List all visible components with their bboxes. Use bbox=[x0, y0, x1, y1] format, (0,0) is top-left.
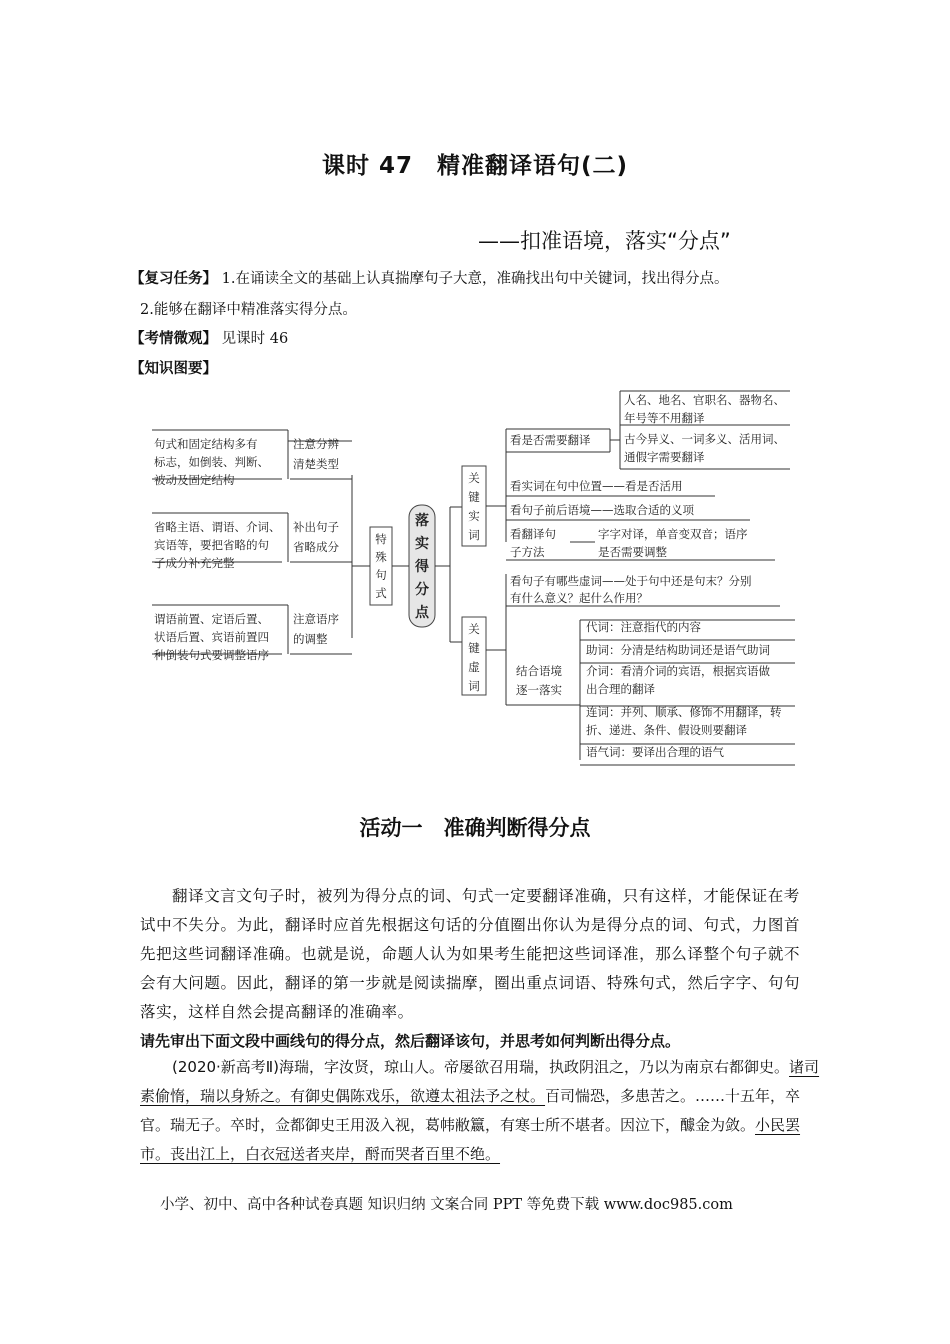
xuci-sub: 连词：并列、顺承、修饰不用翻译，转 bbox=[586, 705, 782, 719]
xuci-label: 关 bbox=[468, 622, 480, 636]
shici-method-desc: 字字对译，单音变双音；语序 bbox=[598, 527, 748, 541]
passage-text-2: 有御史偶陈戏乐， bbox=[290, 1087, 411, 1105]
center-label: 得 bbox=[415, 559, 429, 575]
review-line2: 2.能够在翻译中精准落实得分点。 bbox=[140, 302, 357, 318]
shici-label: 键 bbox=[468, 490, 480, 504]
left-head: 清楚类型 bbox=[293, 457, 339, 471]
mindmap bbox=[140, 380, 820, 780]
shici-need: 看是否需要翻译 bbox=[510, 433, 591, 447]
need-sub1: 人名、地名、官职名、器物名、 bbox=[624, 393, 785, 407]
review-line1: 1.在诵读全文的基础上认真揣摩句子大意，准确找出句中关键词，找出得分点。 bbox=[217, 271, 729, 287]
left-desc: 被动及固定结构 bbox=[154, 473, 235, 487]
special-label: 式 bbox=[375, 586, 387, 600]
need-sub2: 通假字需要翻译 bbox=[624, 450, 705, 464]
center-label: 点 bbox=[415, 605, 429, 621]
xuci-sub: 助词：分清是结构助词还是语气助词 bbox=[586, 643, 770, 657]
left-head: 补出句子 bbox=[293, 520, 339, 534]
passage bbox=[140, 1053, 820, 1169]
review-task bbox=[130, 267, 728, 288]
left-desc: 句式和固定结构多有 bbox=[154, 437, 258, 451]
shici-label: 实 bbox=[468, 509, 480, 523]
passage-text-1: (2020·新高考Ⅱ)海瑞，字汝贤，琼山人。帝屡欲召用瑞，执政阴沮之，乃以为南京右都御史。 bbox=[172, 1058, 790, 1076]
exam-text: 见课时 46 bbox=[217, 331, 289, 347]
left-head: 省略成分 bbox=[293, 540, 339, 554]
xuci-combine: 逐一落实 bbox=[516, 683, 562, 697]
left-head: 注意分辨 bbox=[293, 437, 339, 451]
exam-overview bbox=[130, 327, 288, 348]
left-desc: 状语后置、宾语前置四 bbox=[154, 630, 269, 644]
xuci-label: 词 bbox=[468, 679, 480, 693]
underlined-sentence-2: 欲遵太祖法予之杖。 bbox=[410, 1087, 546, 1105]
xuci-label: 键 bbox=[468, 641, 480, 655]
shici-label: 词 bbox=[468, 528, 480, 542]
shici-method: 看翻译句 bbox=[510, 527, 556, 541]
xuci-top: 有什么意义？起什么作用？ bbox=[510, 591, 648, 605]
need-sub2: 古今异义、一词多义、活用词、 bbox=[624, 432, 785, 446]
instruction: 请先审出下面文段中画线句的得分点，然后翻译该句，并思考如何判断出得分点。 bbox=[140, 1032, 681, 1050]
left-head: 的调整 bbox=[293, 632, 328, 646]
need-sub1: 年号等不用翻译 bbox=[624, 411, 705, 425]
left-head: 注意语序 bbox=[293, 612, 339, 626]
left-desc: 子成分补充完整 bbox=[154, 556, 235, 570]
underlined-sentence-3: 小民罢市。丧出江上，白衣冠送者夹岸，酹而哭者百里不绝。 bbox=[140, 1116, 801, 1163]
center-label: 分 bbox=[415, 582, 429, 598]
passage-text-3: 百司惴恐，多患苦之。……十五年，卒官。瑞无子。卒时，佥都御史王用汲入视，葛帏敝籝，有寒士所不堪者。因泣下，醵金为敛。 bbox=[140, 1087, 801, 1134]
center-label: 落 bbox=[415, 513, 429, 529]
footer: 小学、初中、高中各种试卷真题 知识归纳 文案合同 PPT 等免费下载 www.doc985.com bbox=[160, 1197, 733, 1213]
xuci-sub: 语气词：要译出合理的语气 bbox=[586, 745, 724, 759]
shici-pos: 看实词在句中位置——看是否活用 bbox=[510, 479, 683, 493]
section-title: 活动一 准确判断得分点 bbox=[359, 816, 591, 840]
shici-method: 子方法 bbox=[510, 545, 545, 559]
page-subtitle: ——扣准语境，落实“分点” bbox=[478, 229, 731, 253]
special-label: 句 bbox=[375, 568, 387, 582]
underlined-sentence-1: 诸司素偷惰，瑞以身矫之。 bbox=[140, 1058, 820, 1105]
left-desc: 宾语等，要把省略的句 bbox=[154, 538, 269, 552]
xuci-sub: 代词：注意指代的内容 bbox=[586, 620, 701, 634]
shici-ctx: 看句子前后语境——选取合适的义项 bbox=[510, 503, 694, 517]
xuci-top: 看句子有哪些虚词——处于句中还是句末？分别 bbox=[510, 574, 752, 588]
xuci-label: 虚 bbox=[468, 660, 480, 674]
special-label: 特 bbox=[375, 532, 387, 546]
exam-label: 【考情微观】 bbox=[130, 330, 217, 347]
xuci-sub: 介词：看清介词的宾语，根据宾语做 bbox=[586, 664, 770, 678]
shici-method-desc: 是否需要调整 bbox=[598, 545, 667, 559]
knowledge-label: 【知识图要】 bbox=[130, 360, 217, 377]
xuci-sub: 折、递进、条件、假设则要翻译 bbox=[586, 723, 747, 737]
left-desc: 种倒装句式要调整语序 bbox=[154, 648, 269, 662]
xuci-sub: 出合理的翻译 bbox=[586, 682, 655, 696]
left-desc: 标志，如倒装、判断、 bbox=[154, 455, 269, 469]
page-title: 课时 47 精准翻译语句(二) bbox=[321, 153, 629, 179]
intro-paragraph: 翻译文言文句子时，被列为得分点的词、句式一定要翻译准确，只有这样，才能保证在考试中不失分。为此，翻译时应首先根据这句话的分值圈出你认为是得分点的词、句式，力图首先把这些词翻译准确。也就是说，命题人认为如果考生能把这些词译准，那么译整个句子就不会有大问题。因此，翻译的第一步就是阅读揣摩，圈出重点词语、特殊句式，然后字字、句句落实，这样自然会提高翻译的准确率。 bbox=[140, 887, 801, 1021]
center-label: 实 bbox=[415, 536, 429, 552]
special-label: 殊 bbox=[375, 550, 387, 564]
left-desc: 省略主语、谓语、介词、 bbox=[154, 520, 281, 534]
xuci-combine: 结合语境 bbox=[516, 664, 562, 678]
review-label: 【复习任务】 bbox=[130, 270, 217, 287]
left-desc: 谓语前置、定语后置、 bbox=[154, 612, 269, 626]
shici-label: 关 bbox=[468, 471, 480, 485]
